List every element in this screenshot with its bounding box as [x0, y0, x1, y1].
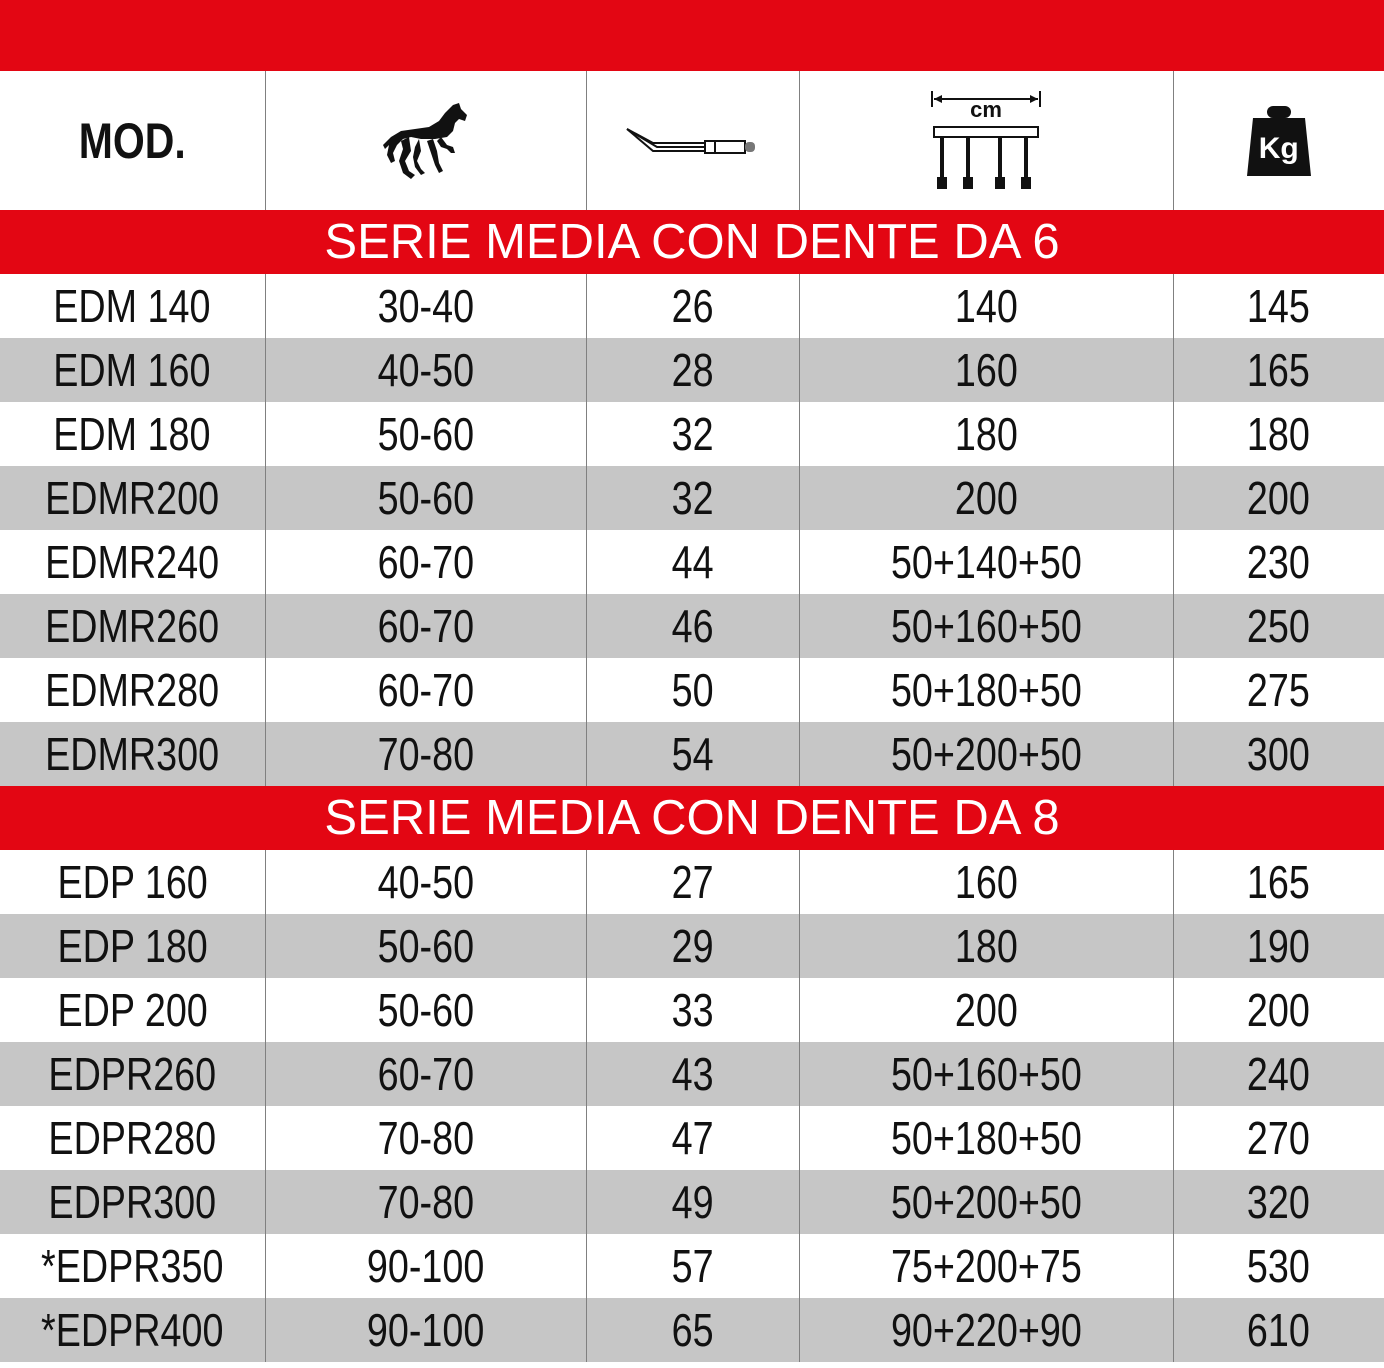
- cell-weight: [1173, 1234, 1384, 1298]
- table-row: [0, 722, 1384, 786]
- cell-power-hp: [265, 658, 586, 722]
- table-row: [0, 402, 1384, 466]
- tine-icon: [623, 121, 763, 161]
- cell-tines-text: 32: [671, 408, 714, 460]
- cell-working-width-text: 140: [954, 280, 1018, 332]
- cell-tines: [586, 530, 799, 594]
- cell-weight: [1173, 850, 1384, 914]
- cell-weight-text: 530: [1247, 1240, 1311, 1292]
- cell-power-hp-text: 90-100: [366, 1240, 485, 1292]
- cell-power-hp-text: 40-50: [377, 856, 474, 908]
- width-unit-label: cm: [970, 96, 1002, 122]
- cell-power-hp-text: 40-50: [377, 344, 474, 396]
- cell-tines-text: 50: [671, 664, 714, 716]
- cell-tines: [586, 338, 799, 402]
- cell-model: [0, 466, 265, 530]
- cell-tines: [586, 1170, 799, 1234]
- cell-model-text: EDPR260: [48, 1048, 217, 1100]
- cell-working-width: [799, 530, 1173, 594]
- cell-model-text: EDM 160: [53, 344, 211, 396]
- table-header-row: [0, 71, 1384, 210]
- cell-tines-text: 28: [671, 344, 714, 396]
- section-header-row: [0, 786, 1384, 850]
- cell-weight: [1173, 338, 1384, 402]
- cell-power-hp: [265, 914, 586, 978]
- cell-tines: [586, 978, 799, 1042]
- cell-tines: [586, 722, 799, 786]
- header-tines: [586, 71, 799, 210]
- cell-working-width-text: 180: [954, 920, 1018, 972]
- table-row: [0, 1106, 1384, 1170]
- cell-weight: [1173, 466, 1384, 530]
- cell-weight-text: 145: [1247, 280, 1311, 332]
- cell-power-hp-text: 90-100: [366, 1304, 485, 1356]
- specification-table: [0, 71, 1384, 1362]
- cell-working-width-text: 200: [954, 472, 1018, 524]
- cell-model: [0, 658, 265, 722]
- cell-weight-text: 230: [1247, 536, 1311, 588]
- cell-working-width-text: 50+140+50: [890, 536, 1082, 588]
- cell-power-hp-text: 70-80: [377, 728, 474, 780]
- cell-weight: [1173, 274, 1384, 338]
- cell-tines: [586, 1106, 799, 1170]
- cell-tines: [586, 466, 799, 530]
- cell-power-hp: [265, 530, 586, 594]
- cell-power-hp-text: 60-70: [377, 664, 474, 716]
- cell-working-width-text: 50+200+50: [890, 728, 1082, 780]
- table-body: [0, 210, 1384, 1362]
- header-model: [0, 71, 265, 210]
- cell-weight-text: 240: [1247, 1048, 1311, 1100]
- cell-working-width-text: 50+180+50: [890, 1112, 1082, 1164]
- cell-tines: [586, 914, 799, 978]
- cell-tines-text: 33: [671, 984, 714, 1036]
- cell-power-hp: [265, 402, 586, 466]
- cell-weight-text: 250: [1247, 600, 1311, 652]
- cell-working-width: [799, 1170, 1173, 1234]
- weight-unit-label: Kg: [1258, 131, 1299, 165]
- cell-working-width: [799, 914, 1173, 978]
- cell-working-width-text: 180: [954, 408, 1018, 460]
- cell-tines: [586, 594, 799, 658]
- cell-working-width: [799, 658, 1173, 722]
- cell-weight: [1173, 914, 1384, 978]
- cell-weight: [1173, 1042, 1384, 1106]
- cell-weight-text: 165: [1247, 856, 1311, 908]
- table-row: [0, 594, 1384, 658]
- table-row: [0, 978, 1384, 1042]
- cell-weight: [1173, 722, 1384, 786]
- header-weight: [1173, 71, 1384, 210]
- cell-working-width: [799, 978, 1173, 1042]
- cell-model: [0, 978, 265, 1042]
- cell-weight-text: 165: [1247, 344, 1311, 396]
- cell-power-hp-text: 50-60: [377, 920, 474, 972]
- cell-model: [0, 1042, 265, 1106]
- cell-model: [0, 274, 265, 338]
- cell-weight-text: 300: [1247, 728, 1311, 780]
- cell-tines-text: 27: [671, 856, 714, 908]
- table-row: [0, 914, 1384, 978]
- cell-tines-text: 57: [671, 1240, 714, 1292]
- cell-model-text: EDMR260: [45, 600, 220, 652]
- cell-power-hp: [265, 594, 586, 658]
- cell-working-width-text: 160: [954, 856, 1018, 908]
- cell-working-width-text: 50+160+50: [890, 600, 1082, 652]
- model-column-label: MOD.: [78, 112, 186, 169]
- cell-tines-text: 26: [671, 280, 714, 332]
- cell-working-width: [799, 1042, 1173, 1106]
- section-header-row: [0, 210, 1384, 274]
- cell-working-width: [799, 1298, 1173, 1362]
- cell-tines-text: 29: [671, 920, 714, 972]
- cell-tines: [586, 274, 799, 338]
- cell-model: [0, 1170, 265, 1234]
- cell-working-width-text: 200: [954, 984, 1018, 1036]
- cell-weight: [1173, 530, 1384, 594]
- cell-power-hp: [265, 978, 586, 1042]
- cell-weight-text: 275: [1247, 664, 1311, 716]
- cell-power-hp: [265, 274, 586, 338]
- cell-weight: [1173, 1298, 1384, 1362]
- cell-working-width-text: 160: [954, 344, 1018, 396]
- cell-tines-text: 43: [671, 1048, 714, 1100]
- cell-power-hp: [265, 1234, 586, 1298]
- cell-model-text: EDMR280: [45, 664, 220, 716]
- cell-model-text: *EDPR350: [41, 1240, 224, 1292]
- cell-tines: [586, 1298, 799, 1362]
- cell-working-width: [799, 1106, 1173, 1170]
- cell-model: [0, 914, 265, 978]
- header-working-width: [799, 71, 1173, 210]
- table-row: [0, 1042, 1384, 1106]
- cell-working-width-text: 50+160+50: [890, 1048, 1082, 1100]
- cell-tines-text: 49: [671, 1176, 714, 1228]
- cell-power-hp: [265, 338, 586, 402]
- cell-working-width-text: 50+200+50: [890, 1176, 1082, 1228]
- section-title: SERIE MEDIA CON DENTE DA 8: [0, 786, 1384, 850]
- cell-model: [0, 1106, 265, 1170]
- table-row: [0, 274, 1384, 338]
- cell-model-text: EDMR300: [45, 728, 220, 780]
- cell-model: [0, 850, 265, 914]
- horse-icon: [381, 101, 471, 181]
- cell-tines: [586, 850, 799, 914]
- cell-power-hp: [265, 722, 586, 786]
- cell-model: [0, 530, 265, 594]
- cell-power-hp-text: 30-40: [377, 280, 474, 332]
- table-row: [0, 850, 1384, 914]
- cell-tines-text: 65: [671, 1304, 714, 1356]
- table-row: [0, 530, 1384, 594]
- cell-model-text: *EDPR400: [41, 1304, 224, 1356]
- cell-weight: [1173, 1170, 1384, 1234]
- cell-power-hp-text: 60-70: [377, 600, 474, 652]
- cell-working-width: [799, 850, 1173, 914]
- table-row: [0, 338, 1384, 402]
- cell-model-text: EDM 180: [53, 408, 211, 460]
- cell-power-hp: [265, 1298, 586, 1362]
- cell-working-width: [799, 402, 1173, 466]
- cell-model-text: EDPR300: [48, 1176, 217, 1228]
- header-power: [265, 71, 586, 210]
- cell-working-width: [799, 274, 1173, 338]
- cell-working-width: [799, 1234, 1173, 1298]
- cell-model: [0, 402, 265, 466]
- table-row: [0, 658, 1384, 722]
- cell-power-hp-text: 70-80: [377, 1176, 474, 1228]
- cell-model-text: EDP 160: [57, 856, 208, 908]
- cell-model-text: EDP 180: [57, 920, 208, 972]
- cell-power-hp-text: 50-60: [377, 408, 474, 460]
- cell-tines-text: 47: [671, 1112, 714, 1164]
- cell-power-hp: [265, 850, 586, 914]
- cell-working-width-text: 75+200+75: [890, 1240, 1082, 1292]
- top-red-bar: [0, 0, 1384, 71]
- cell-model: [0, 594, 265, 658]
- cell-power-hp-text: 50-60: [377, 472, 474, 524]
- cell-weight-text: 270: [1247, 1112, 1311, 1164]
- cell-tines: [586, 1234, 799, 1298]
- cell-tines: [586, 658, 799, 722]
- cell-model: [0, 1234, 265, 1298]
- table-row: [0, 1298, 1384, 1362]
- section-title: SERIE MEDIA CON DENTE DA 6: [0, 210, 1384, 274]
- cell-working-width: [799, 594, 1173, 658]
- cell-model-text: EDM 140: [53, 280, 211, 332]
- cell-weight: [1173, 594, 1384, 658]
- cell-weight-text: 180: [1247, 408, 1311, 460]
- table-row: [0, 1234, 1384, 1298]
- cell-weight: [1173, 978, 1384, 1042]
- cell-tines-text: 54: [671, 728, 714, 780]
- cell-model-text: EDPR280: [48, 1112, 217, 1164]
- table-row: [0, 466, 1384, 530]
- cell-weight: [1173, 658, 1384, 722]
- cell-weight-text: 610: [1247, 1304, 1311, 1356]
- cell-power-hp-text: 50-60: [377, 984, 474, 1036]
- cell-tines: [586, 1042, 799, 1106]
- cell-tines-text: 44: [671, 536, 714, 588]
- cell-working-width-text: 90+220+90: [890, 1304, 1082, 1356]
- cell-tines: [586, 402, 799, 466]
- cell-weight-text: 190: [1247, 920, 1311, 972]
- cell-power-hp: [265, 1170, 586, 1234]
- table-row: [0, 1170, 1384, 1234]
- cell-model: [0, 722, 265, 786]
- cell-model: [0, 338, 265, 402]
- cell-weight-text: 200: [1247, 472, 1311, 524]
- cell-working-width-text: 50+180+50: [890, 664, 1082, 716]
- cell-tines-text: 46: [671, 600, 714, 652]
- cell-model: [0, 1298, 265, 1362]
- cell-power-hp: [265, 1042, 586, 1106]
- cell-power-hp-text: 70-80: [377, 1112, 474, 1164]
- cell-model-text: EDMR240: [45, 536, 220, 588]
- cell-weight-text: 320: [1247, 1176, 1311, 1228]
- cell-working-width: [799, 338, 1173, 402]
- cell-weight: [1173, 402, 1384, 466]
- cell-power-hp: [265, 1106, 586, 1170]
- cell-tines-text: 32: [671, 472, 714, 524]
- cell-working-width: [799, 466, 1173, 530]
- cell-working-width: [799, 722, 1173, 786]
- cell-model-text: EDP 200: [57, 984, 208, 1036]
- cell-power-hp-text: 60-70: [377, 1048, 474, 1100]
- cell-weight-text: 200: [1247, 984, 1311, 1036]
- cell-power-hp: [265, 466, 586, 530]
- cell-power-hp-text: 60-70: [377, 536, 474, 588]
- cell-model-text: EDMR200: [45, 472, 220, 524]
- cell-weight: [1173, 1106, 1384, 1170]
